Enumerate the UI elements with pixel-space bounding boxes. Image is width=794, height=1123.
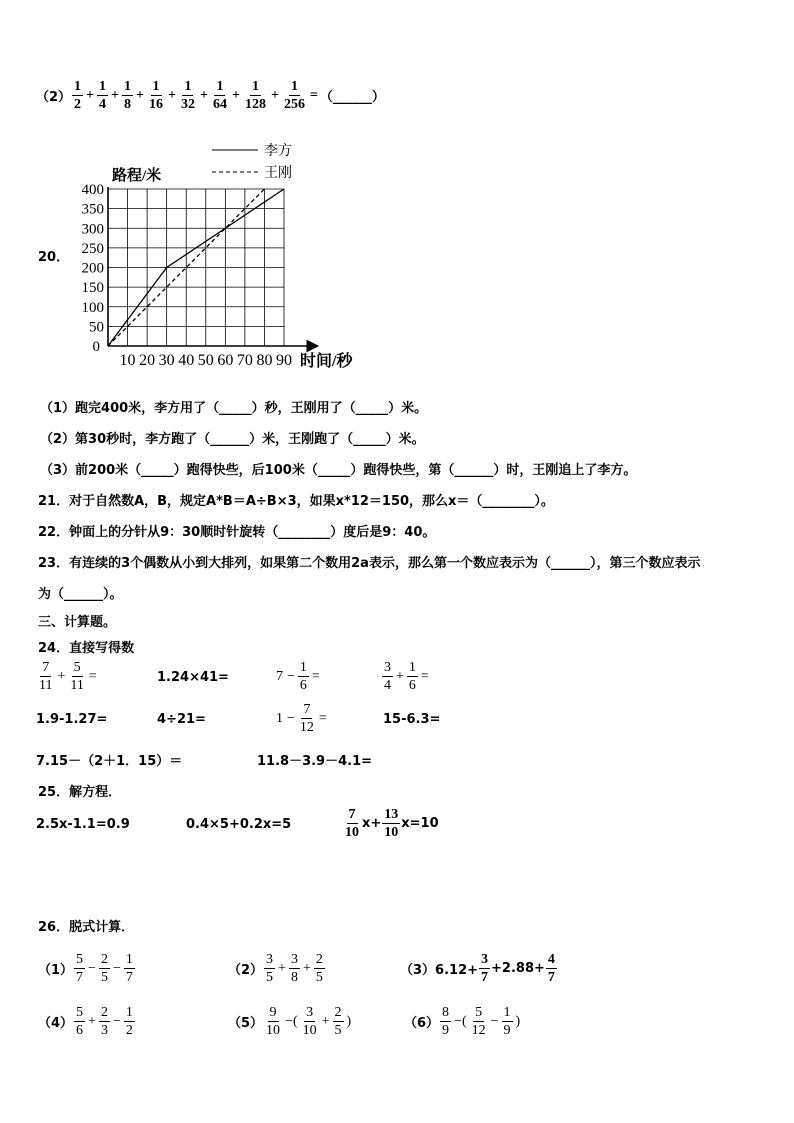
q24-item-r1c: 7 − $\frac{1}{6}$ = <box>276 660 320 693</box>
chart-y-axis-label: 路程/米 <box>112 168 162 184</box>
y-tick-label: 350 <box>81 201 104 218</box>
q22-text: 22．钟面上的分针从9：30顺时针旋转（________）度后是9：40。 <box>38 525 436 540</box>
chart-axes <box>108 187 316 346</box>
fraction: $\frac{1}{6}$ <box>408 660 416 693</box>
q25-equation-2: 0.4×5+0.2x=5 <box>186 817 292 832</box>
plus-sign: + <box>111 87 120 103</box>
x-tick-label: 40 <box>178 352 195 369</box>
origin-label: 0 <box>92 339 100 355</box>
fraction: $\frac{5}{11}$ <box>70 660 84 693</box>
q26-title: 26．脱式计算． <box>38 920 135 935</box>
q24-item-r2d: 15-6.3= <box>383 712 441 727</box>
q19-equals: = <box>309 87 318 103</box>
q25-equation-3: $\frac{7}{10}$ x+ $\frac{13}{10}$ x=10 <box>345 807 439 840</box>
fraction: $\frac{7}{12}$ <box>299 702 314 735</box>
plus-sign: + <box>270 87 279 103</box>
fraction: $\frac{1}{4}$ <box>99 79 107 112</box>
y-tick-label: 50 <box>89 319 104 336</box>
fraction: $\frac{7}{10}$ <box>345 807 359 840</box>
q19-fraction-sum <box>71 78 308 113</box>
q24-item-r1d: $\frac{3}{4}$ + $\frac{1}{6}$ = <box>384 660 429 693</box>
y-tick-label: 250 <box>81 240 104 257</box>
q25-equation-1: 2.5x-1.1=0.9 <box>36 817 130 832</box>
q23-text-line1: 23．有连续的3个偶数从小到大排列，如果第二个数用2a表示，那么第一个数应表示为（______），第三个数应表示 <box>38 556 701 571</box>
q20-question-2: （2）第30秒时，李方跑了（______）米，王刚跑了（_____）米。 <box>40 432 425 447</box>
fraction: $\frac{13}{10}$ <box>384 807 399 840</box>
x-tick-label: 70 <box>236 352 253 369</box>
fraction: $\frac{1}{32}$ <box>180 79 195 112</box>
q26-problem-3: （3）6.12+ $\frac{3}{7}$ +2.88+ $\frac{4}{7}$ <box>400 952 555 985</box>
q19-part2-expression <box>36 78 385 113</box>
plus-sign: + <box>168 87 176 103</box>
plus-sign: + <box>231 87 240 103</box>
fraction: $\frac{1}{6}$ <box>299 660 307 693</box>
q24-item-r3a: 7.15－（2＋1．15）＝ <box>36 754 183 769</box>
q20-number: 20． <box>38 250 70 265</box>
q26-problem-6: （6） $\frac{8}{9}$ −( $\frac{5}{12}$ − $\frac{1}{9}$ ) <box>404 1005 521 1038</box>
x-tick-label: 20 <box>139 352 156 369</box>
fraction: $\frac{1}{64}$ <box>212 79 227 112</box>
q26-problem-5: （5） $\frac{9}{10}$ −( $\frac{3}{10}$ + $\frac{2}{5}$ ) <box>228 1005 352 1038</box>
q24-item-r3b: 11.8－3.9－4.1= <box>257 754 373 769</box>
y-tick-label: 400 <box>81 182 104 198</box>
chart-x-axis-label: 时间/秒 <box>300 353 353 370</box>
legend-label: 李方 <box>264 144 292 159</box>
q24-item-r1b: 1.24×41= <box>157 670 229 685</box>
q23-text-line2: 为（______）。 <box>38 587 123 602</box>
plus-sign: + <box>199 87 208 103</box>
y-tick-label: 300 <box>81 221 104 238</box>
x-tick-label: 80 <box>256 352 273 369</box>
fraction: $\frac{1}{2}$ <box>74 79 82 112</box>
fraction: $\frac{3}{4}$ <box>384 660 391 693</box>
q24-item-r1a: $\frac{7}{11}$ + $\frac{5}{11}$ = <box>39 660 97 693</box>
fraction: $\frac{1}{16}$ <box>149 79 163 112</box>
x-tick-label: 90 <box>276 352 292 369</box>
x-tick-label: 50 <box>197 352 214 369</box>
q26-problem-1: （1） $\frac{5}{7}$ − $\frac{2}{5}$ − $\frac{1}{7}$ <box>38 952 133 985</box>
fraction: $\frac{7}{11}$ <box>39 660 53 693</box>
fraction: $\frac{1}{8}$ <box>124 79 132 112</box>
y-tick-label: 150 <box>81 280 104 297</box>
q24-item-r2c: 1 − $\frac{7}{12}$ = <box>276 702 327 735</box>
q20-question-3: （3）前200米（_____）跑得快些，后100米（_____）跑得快些，第（______）时，王刚追上了李方。 <box>40 463 637 478</box>
section-3-heading: 三、计算题。 <box>38 615 117 630</box>
q20-line-chart <box>81 140 368 376</box>
y-tick-label: 100 <box>81 299 104 316</box>
q24-item-r2a: 1.9-1.27= <box>36 712 108 727</box>
fraction: $\frac{1}{256}$ <box>283 79 305 112</box>
q25-title: 25．解方程． <box>38 785 122 800</box>
chart-legend <box>212 142 292 181</box>
x-tick-label: 10 <box>119 352 136 369</box>
q24-title: 24．直接写得数 <box>38 641 135 656</box>
q19-label: （2） <box>36 90 72 105</box>
fraction: $\frac{1}{128}$ <box>244 79 266 112</box>
q26-problem-4: （4） $\frac{5}{6}$ + $\frac{2}{3}$ − $\frac{1}{2}$ <box>38 1005 133 1038</box>
plus-sign: + <box>136 87 144 103</box>
q21-text: 21．对于自然数A，B，规定A*B＝A÷B×3，如果x*12＝150，那么x＝（________）。 <box>38 494 554 509</box>
x-tick-label: 60 <box>217 352 234 369</box>
y-tick-label: 200 <box>81 260 104 277</box>
legend-label: 王刚 <box>264 166 292 181</box>
x-tick-label: 30 <box>158 352 175 369</box>
q24-item-r2b: 4÷21= <box>157 712 206 727</box>
q19-answer-blank[interactable]: （______） <box>319 90 385 105</box>
chart-grid <box>108 189 284 346</box>
q20-question-1: （1）跑完400米，李方用了（_____）秒，王刚用了（_____）米。 <box>40 401 428 416</box>
q26-problem-2: （2） $\frac{3}{5}$ + $\frac{3}{8}$ + $\frac{2}{5}$ <box>228 952 323 985</box>
plus-sign: + <box>86 87 95 103</box>
